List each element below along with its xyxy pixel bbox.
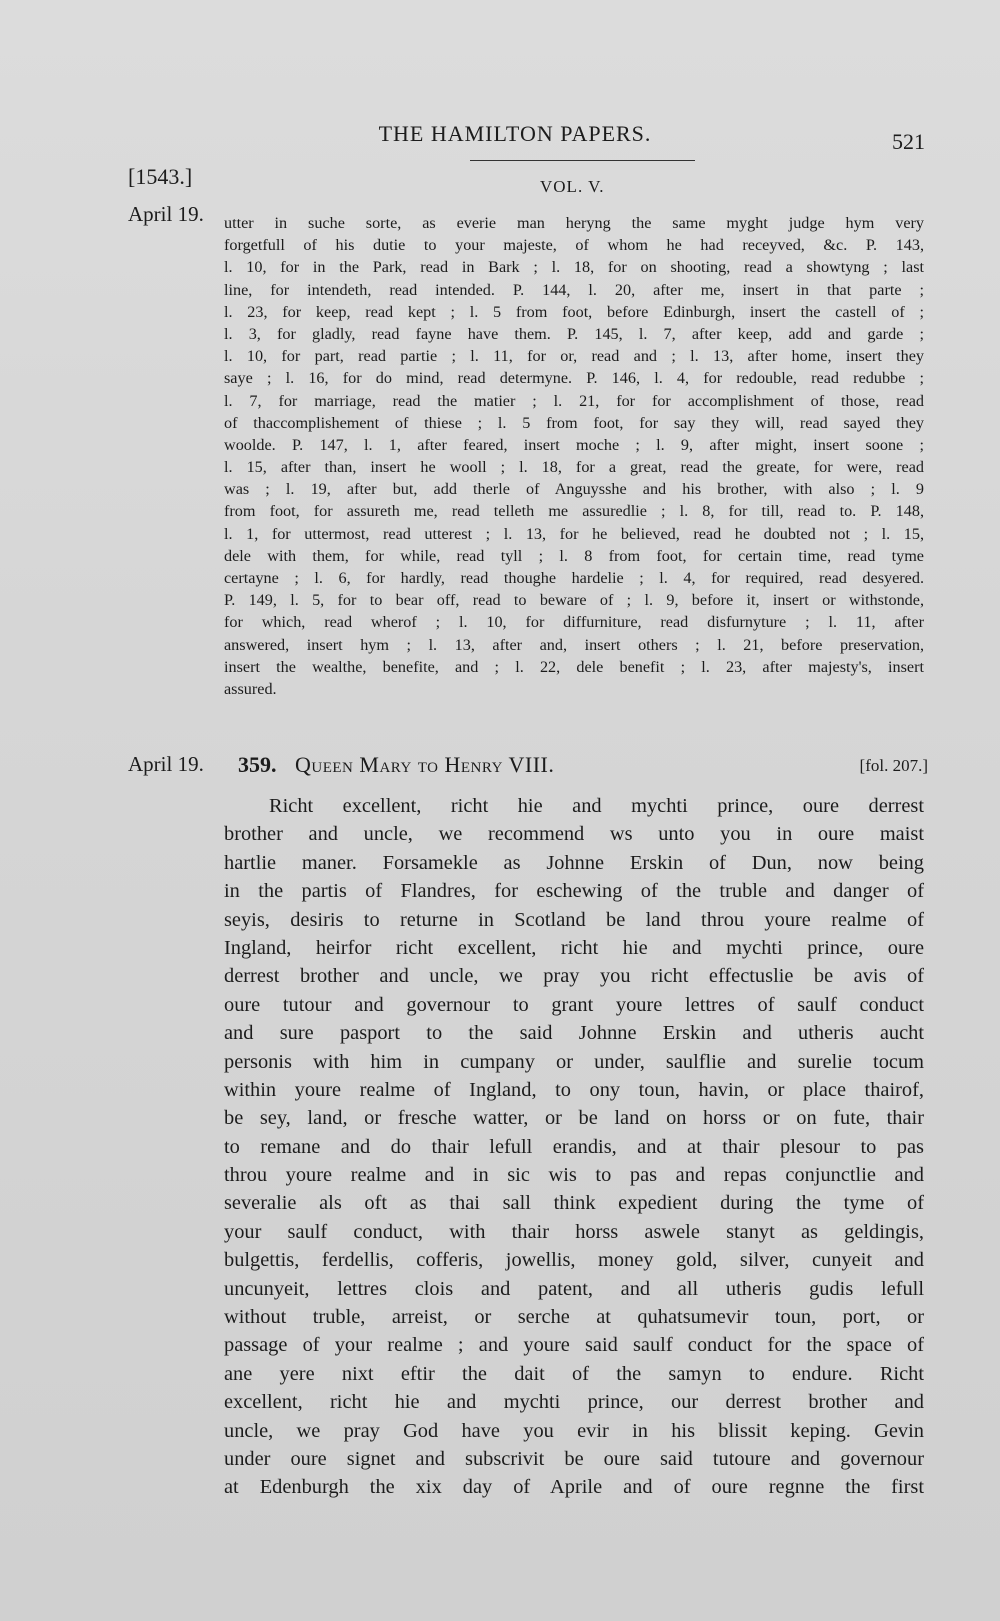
corrections-line: utter in suche sorte, as everie man heryng the same myght judge hym very [224, 214, 924, 232]
folio-reference: [fol. 207.] [859, 756, 928, 775]
letter-line: severalie als oft as thai sall think expedient during the tyme of [224, 1192, 924, 1215]
corrections-line: P. 149, l. 5, for to bear off, read to beware of ; l. 9, before it, insert or withstonde, [224, 591, 924, 610]
corrections-line: answered, insert hym ; l. 13, after and, insert others ; l. 21, before preservation, [224, 635, 924, 654]
letter-line: your saulf conduct, with thair horss aswele stanyt as geldingis, [224, 1220, 924, 1243]
document-number: 359. [238, 752, 277, 777]
corrections-line: l. 10, for in the Park, read in Bark ; l. 18, for on shooting, read a showtyng ; last [224, 258, 924, 277]
corrections-line: l. 10, for part, read partie ; l. 11, for or, read and ; l. 13, after home, insert they [224, 347, 924, 366]
letter-line: Richt excellent, richt hie and mychti prince, oure derrest [269, 795, 924, 817]
letter-line: at Edenburgh the xix day of Aprile and of oure regnne the first [224, 1476, 924, 1499]
letter-line: hartlie maner. Forsamekle as Johnne Erskin of Dun, now being [224, 851, 924, 874]
corrections-line: was ; l. 19, after but, add therle of Anguysshe and his brother, with also ; l. 9 [224, 480, 924, 499]
corrections-line: l. 3, for gladly, read fayne have them. P. 145, l. 7, after keep, add and garde ; [224, 324, 924, 343]
letter-line: ane yere nixt eftir the dait of the samyn to endure. Richt [224, 1362, 924, 1385]
letter-line: under oure signet and subscrivit be oure said tutoure and governour [224, 1447, 924, 1470]
corrections-line: from foot, for assureth me, read telleth me assuredlie ; l. 8, for till, read to. P. 148, [224, 502, 924, 521]
letter-body [224, 792, 924, 1502]
letter-line: passage of your realme ; and youre said saulf conduct for the space of [224, 1334, 924, 1357]
document-date: April 19. [128, 752, 204, 776]
letter-line: bulgettis, ferdellis, cofferis, jowellis, money gold, silver, cunyeit and [224, 1249, 924, 1272]
letter-line: uncle, we pray God have you evir in his blissit keping. Gevin [224, 1419, 924, 1442]
letter-line: be sey, land, or fresche watter, or be land on horss or on fute, thair [224, 1107, 924, 1130]
corrections-line: insert the wealthe, benefite, and ; l. 22, dele benefit ; l. 23, after majesty's, insert [224, 657, 924, 676]
corrections-line: forgetfull of his dutie to your majeste, of whom he had receyved, &c. P. 143, [224, 236, 924, 255]
letter-line: excellent, richt hie and mychti prince, our derrest brother and [224, 1391, 924, 1414]
corrections-line: of thaccomplishement of thiese ; l. 5 from foot, for say they will, read sayed they [224, 413, 924, 432]
corrections-date: April 19. [128, 202, 204, 226]
corrections-line: l. 15, after than, insert he wooll ; l. 18, for a great, read the greate, for were, read [224, 458, 924, 477]
letter-line: brother and uncle, we recommend ws unto you in oure maist [224, 823, 924, 846]
letter-line: within youre realme of Ingland, to ony toun, havin, or place thairof, [224, 1078, 924, 1101]
letter-line: and sure pasport to the said Johnne Erskin and utheris aucht [224, 1022, 924, 1045]
letter-line: seyis, desiris to returne in Scotland be land throu youre realme of [224, 908, 924, 931]
page-number: 521 [892, 129, 925, 154]
letter-line: oure tutour and governour to grant youre lettres of saulf conduct [224, 993, 924, 1016]
letter-line: derrest brother and uncle, we pray you richt effectuslie be avis of [224, 965, 924, 988]
corrections-line: certayne ; l. 6, for hardly, read thoughe hardelie ; l. 4, for required, read desyered. [224, 569, 924, 587]
corrections-line: assured. [224, 679, 277, 698]
letter-line: in the partis of Flandres, for eschewing of the truble and danger of [224, 880, 924, 903]
document-title: Queen Mary to Henry VIII. [295, 752, 555, 777]
letter-line: personis with him in cumpany or under, saulflie and surelie tocum [224, 1050, 924, 1073]
letter-line: Ingland, heirfor richt excellent, richt hie and mychti prince, oure [224, 936, 924, 959]
corrections-line: l. 23, for keep, read kept ; l. 5 from foot, before Edinburgh, insert the castell of ; [224, 302, 924, 321]
letter-line: uncunyeit, lettres clois and patent, and all utheris gudis lefull [224, 1277, 924, 1300]
running-title: THE HAMILTON PAPERS. [378, 121, 652, 146]
letter-line: without truble, arreist, or serche at quhatsumevir toun, port, or [224, 1306, 924, 1329]
corrections-line: l. 1, for uttermost, read utterest ; l. 13, for he believed, read he doubted not ; l. 15, [224, 524, 924, 543]
corrections-line: woolde. P. 147, l. 1, after feared, insert moche ; l. 9, after might, insert soone ; [224, 435, 924, 454]
corrections-line: for which, read wherof ; l. 10, for diffurniture, read disfurnyture ; l. 11, after [224, 613, 924, 632]
year-marker: [1543.] [128, 164, 193, 189]
letter-line: throu youre realme and in sic wis to pas and repas conjunctlie and [224, 1164, 924, 1187]
corrections-line: dele with them, for while, read tyll ; l. 8 from foot, for certain time, read tyme [224, 546, 924, 565]
header-divider [470, 160, 695, 161]
corrections-line: line, for intendeth, read intended. P. 144, l. 20, after me, insert in that parte ; [224, 280, 924, 299]
letter-line: to remane and do thair lefull erandis, and at thair plesour to pas [224, 1135, 924, 1158]
corrections-line: l. 7, for marriage, read the matier ; l. 21, for for accomplishment of those, read [224, 391, 924, 410]
corrections-text [224, 212, 924, 700]
corrections-line: saye ; l. 16, for do mind, read determyne. P. 146, l. 4, for redouble, read redubbe ; [224, 369, 924, 388]
volume-label: VOL. V. [540, 177, 605, 196]
